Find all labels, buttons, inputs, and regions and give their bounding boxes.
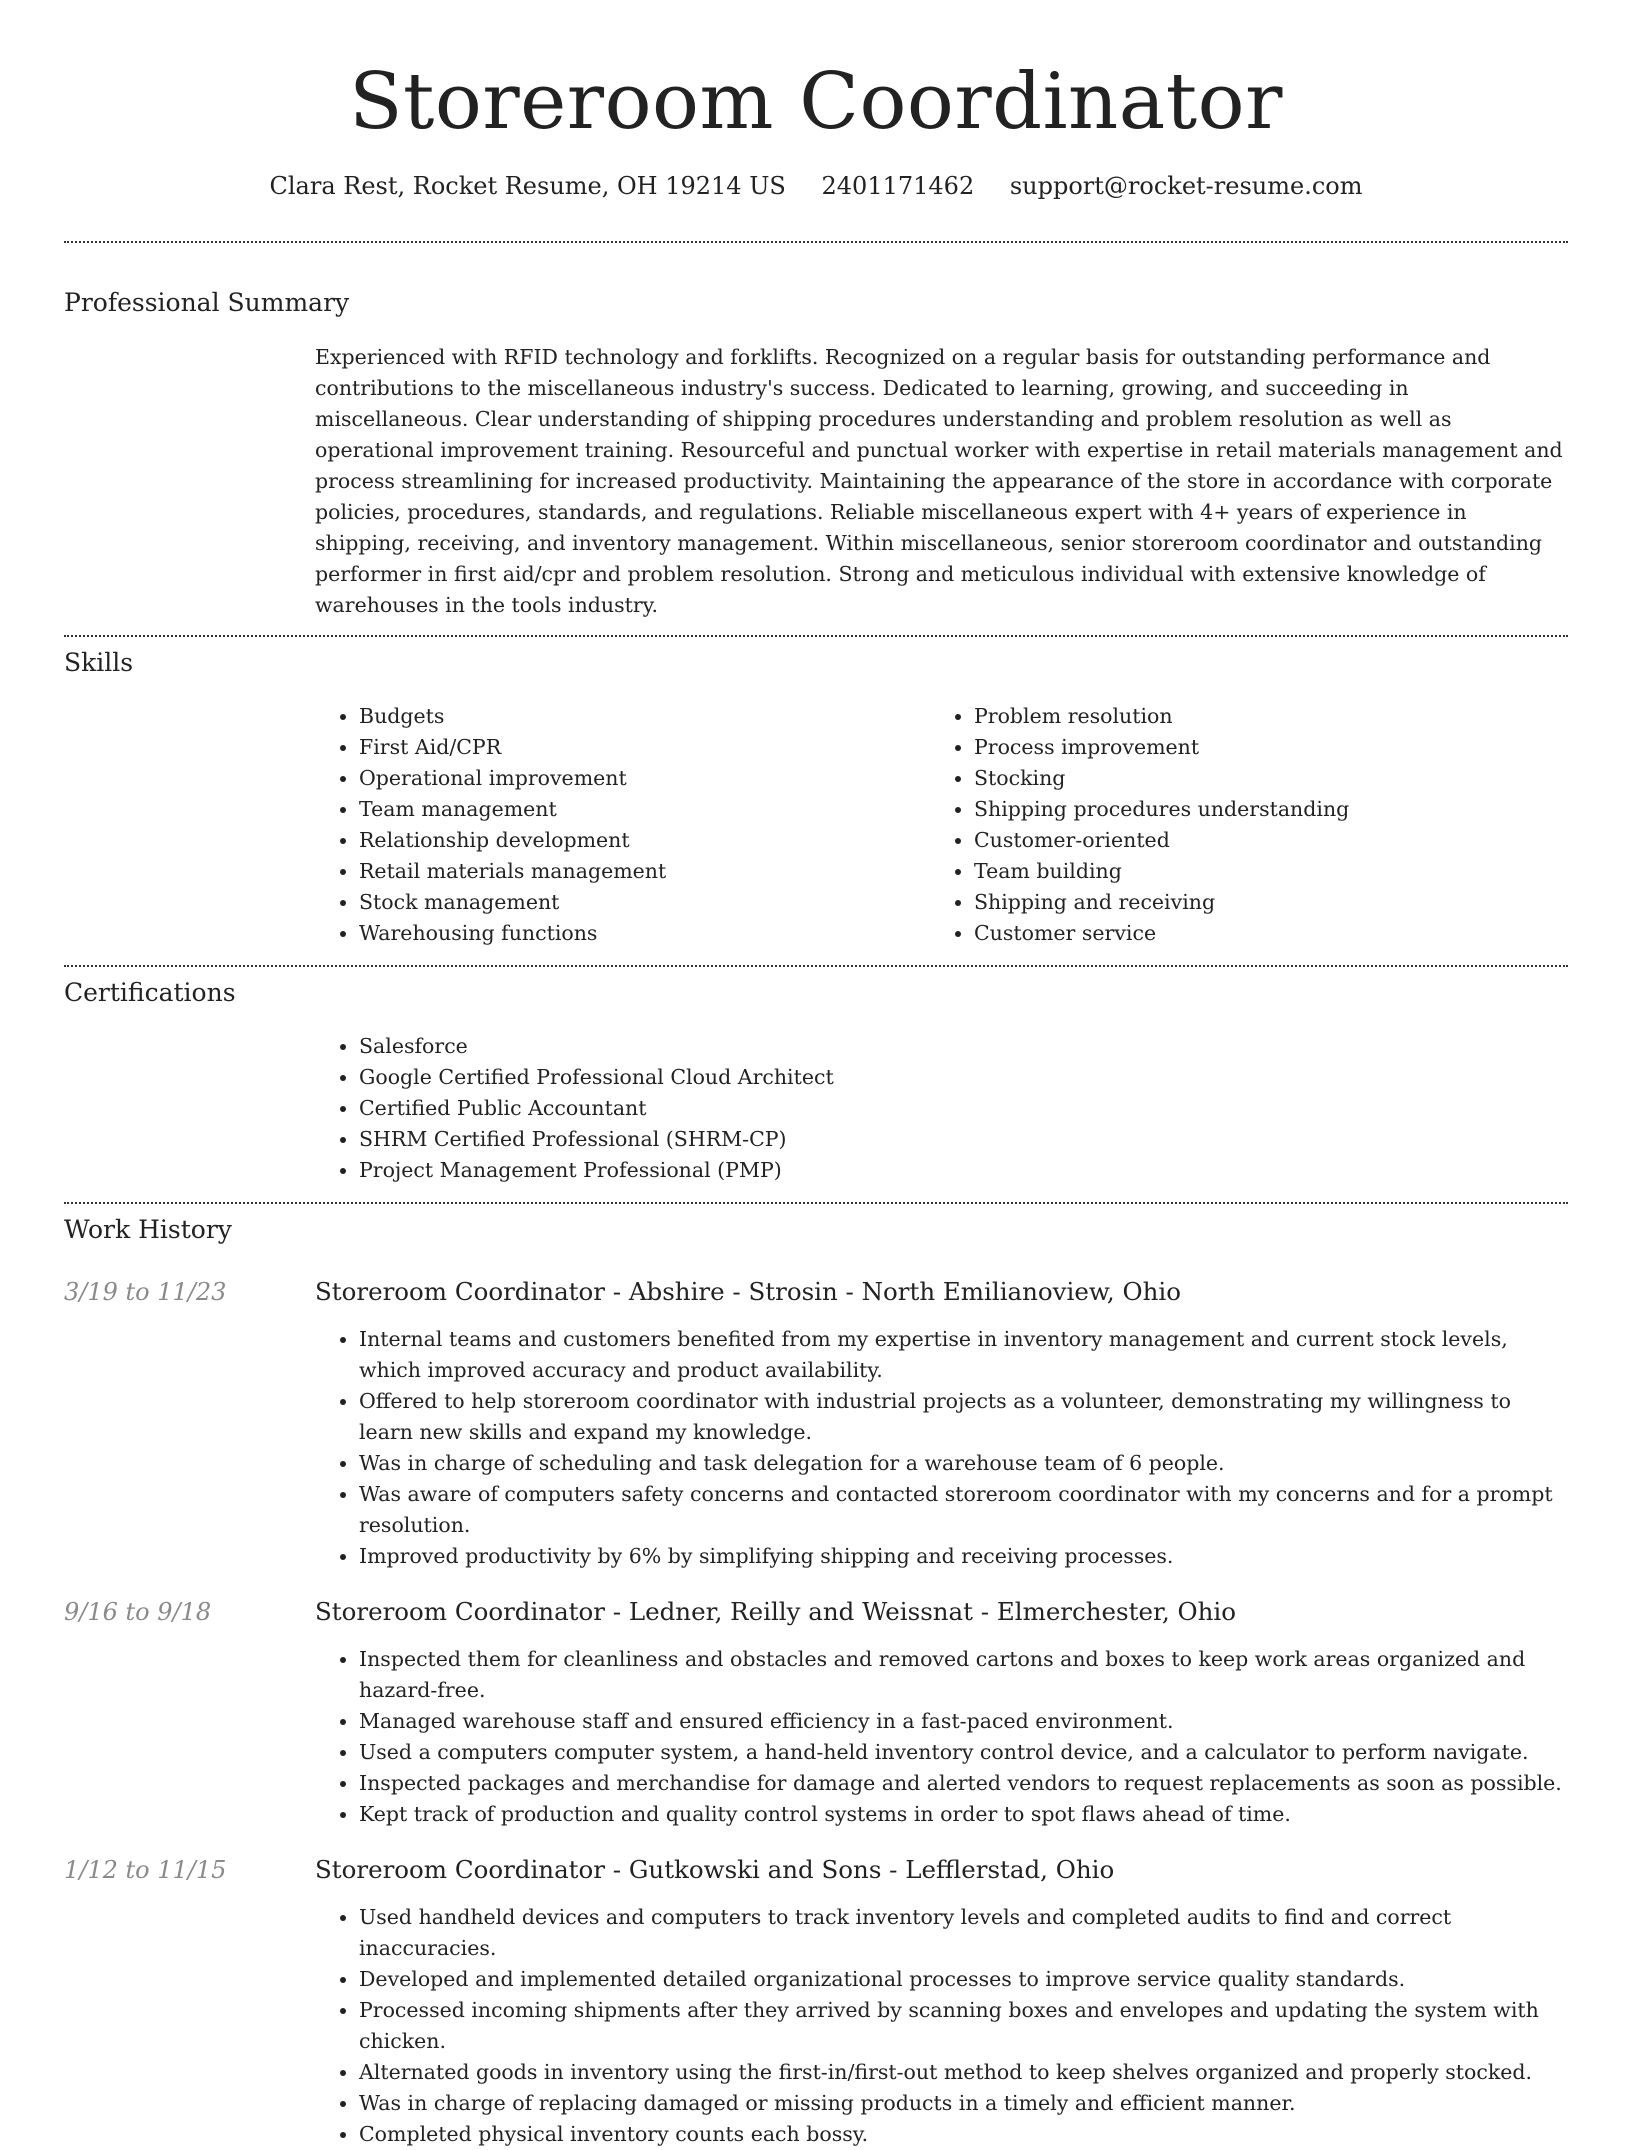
section-divider [64,635,1568,637]
resume-title: Storeroom Coordinator [349,57,1283,147]
job-heading: Storeroom Coordinator - Ledner, Reilly and Weissnat - Elmerchester, Ohio [315,1597,1236,1626]
job-bullet: • Processed incoming shipments after they arrived by scanning boxes and envelopes and updating the system with chicken. [359,1995,1568,2057]
skill-item: • First Aid/CPR [359,732,930,763]
job-bullet: • Managed warehouse staff and ensured efficiency in a fast-paced environment. [359,1706,1568,1737]
skill-item: • Problem resolution [974,701,1545,732]
contact-info [64,170,1568,202]
job-details [315,1854,1568,2150]
skill-item: • Retail materials management [359,856,930,887]
skill-item: • Process improvement [974,732,1545,763]
section-divider [64,1202,1568,1204]
job-bullet: • Internal teams and customers benefited from my expertise in inventory management and current stock levels, which improved accuracy and product availability. [359,1324,1568,1386]
section-divider [64,965,1568,967]
section-heading-summary: Professional Summary [64,288,350,317]
job-bullet: • Was in charge of replacing damaged or missing products in a timely and efficient manner. [359,2088,1568,2119]
job-dates: 3/19 to 11/23 [64,1278,227,1306]
skill-item: • Stocking [974,763,1545,794]
skill-item: • Customer-oriented [974,825,1545,856]
job-bullet: • Improved productivity by 6% by simplifying shipping and receiving processes. [359,1541,1568,1572]
job-bullet: • Alternated goods in inventory using the first-in/first-out method to keep shelves organized and properly stocked. [359,2057,1568,2088]
summary-text: Experienced with RFID technology and forklifts. Recognized on a regular basis for outstanding performance and contributions to the miscellaneous industry's success. Dedicated to learning, growing, and succeeding in miscellaneous. Clear understanding of shipping procedures understanding and problem resolution as well as operational improvement training. Resourceful and punctual worker with expertise in retail materials management and process streamlining for increased productivity. Maintaining the appearance of the store in accordance with corporate policies, procedures, standards, and regulations. Reliable miscellaneous expert with 4+ years of experience in shipping, receiving, and inventory management. Within miscellaneous, senior storeroom coordinator and outstanding performer in first aid/cpr and problem resolution. Strong and meticulous individual with extensive knowledge of warehouses in the tools industry. [315,345,1563,617]
job-bullet: • Inspected them for cleanliness and obstacles and removed cartons and boxes to keep work areas organized and hazard-free. [359,1644,1568,1706]
job-heading: Storeroom Coordinator - Abshire - Strosin - North Emilianoview, Ohio [315,1277,1181,1306]
skill-item: • Warehousing functions [359,918,930,949]
job-bullets [315,1324,1568,1572]
job-bullet: • Offered to help storeroom coordinator with industrial projects as a volunteer, demonstrating my willingness to learn new skills and expand my knowledge. [359,1386,1568,1448]
skill-item: • Relationship development [359,825,930,856]
skill-item: • Stock management [359,887,930,918]
skill-item: • Team management [359,794,930,825]
skill-item: • Shipping procedures understanding [974,794,1545,825]
section-heading-certifications: Certifications [64,978,236,1007]
certification-item: • Certified Public Accountant [359,1093,1568,1124]
job-bullet: • Kept track of production and quality control systems in order to spot flaws ahead of time. [359,1799,1568,1830]
certification-item: • Project Management Professional (PMP) [359,1155,1568,1186]
job-bullet: • Was aware of computers safety concerns and contacted storeroom coordinator with my concerns and for a prompt resolution. [359,1479,1568,1541]
job-bullets [315,1902,1568,2150]
job-entry [64,1276,1568,1572]
job-details [315,1596,1568,1830]
job-bullet: • Completed physical inventory counts each bossy. [359,2119,1568,2150]
contact-address: Clara Rest, Rocket Resume, OH 19214 US [269,172,786,200]
skills-column-left [315,701,930,949]
section-divider [64,241,1568,243]
job-bullet: • Used handheld devices and computers to track inventory levels and completed audits to find and correct inaccuracies. [359,1902,1568,1964]
contact-phone: 2401171462 [821,172,975,200]
job-entry [64,1596,1568,1830]
job-heading: Storeroom Coordinator - Gutkowski and Sons - Lefflerstad, Ohio [315,1855,1115,1884]
section-heading-skills: Skills [64,648,134,677]
certification-item: • Google Certified Professional Cloud Architect [359,1062,1568,1093]
job-dates: 9/16 to 9/18 [64,1598,212,1626]
job-details [315,1276,1568,1572]
skills-column-right [930,701,1545,949]
skills-grid [315,701,1568,949]
job-entry [64,1854,1568,2150]
certification-item: • SHRM Certified Professional (SHRM-CP) [359,1124,1568,1155]
job-bullet: • Used a computers computer system, a hand-held inventory control device, and a calculator to perform navigate. [359,1737,1568,1768]
contact-email: support@rocket-resume.com [1009,172,1363,200]
skill-item: • Team building [974,856,1545,887]
job-bullets [315,1644,1568,1830]
job-bullet: • Developed and implemented detailed organizational processes to improve service quality standards. [359,1964,1568,1995]
section-heading-work-history: Work History [64,1215,232,1244]
skill-item: • Customer service [974,918,1545,949]
job-bullet: • Was in charge of scheduling and task delegation for a warehouse team of 6 people. [359,1448,1568,1479]
skill-item: • Operational improvement [359,763,930,794]
job-bullet: • Inspected packages and merchandise for damage and alerted vendors to request replacements as soon as possible. [359,1768,1568,1799]
skill-item: • Shipping and receiving [974,887,1545,918]
certification-item: • Salesforce [359,1031,1568,1062]
certifications-list [315,1031,1568,1186]
job-dates: 1/12 to 11/15 [64,1856,227,1884]
skill-item: • Budgets [359,701,930,732]
